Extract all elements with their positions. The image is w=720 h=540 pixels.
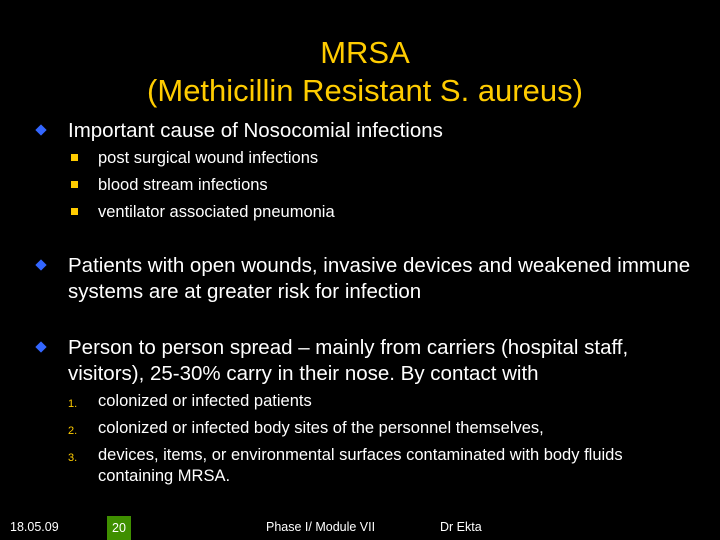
infection-types-list bbox=[30, 148, 700, 223]
bullet-text: Patients with open wounds, invasive devices and weakened immune systems are at greater risk for infection bbox=[68, 254, 691, 303]
list-item bbox=[30, 148, 700, 169]
list-item-text: devices, items, or environmental surfaces contaminated with body fluids containing MRSA. bbox=[98, 446, 623, 485]
square-bullet-icon bbox=[71, 208, 78, 215]
list-item bbox=[30, 175, 700, 196]
list-item bbox=[30, 202, 700, 223]
slide-title bbox=[40, 34, 690, 110]
bullet-risk-patients bbox=[30, 253, 700, 305]
numbered-item bbox=[30, 418, 700, 439]
square-bullet-icon bbox=[71, 154, 78, 161]
square-bullet-icon bbox=[71, 181, 78, 188]
list-item-text: ventilator associated pneumonia bbox=[98, 203, 335, 221]
footer-date: 18.05.09 bbox=[10, 520, 59, 534]
slide-footer bbox=[0, 514, 720, 540]
bullet-text: Person to person spread – mainly from carriers (hospital staff, visitors), 25-30% carry in their nose. By contact with bbox=[68, 336, 629, 385]
bullet-nosocomial bbox=[30, 118, 700, 144]
footer-module: Phase I/ Module VII bbox=[266, 520, 376, 534]
diamond-bullet-icon bbox=[36, 260, 47, 271]
footer-author: Dr Ekta bbox=[440, 520, 482, 534]
numbered-item bbox=[30, 391, 700, 412]
bullet-text: Important cause of Nosocomial infections bbox=[68, 119, 443, 142]
item-number: 2. bbox=[68, 425, 78, 437]
item-number: 3. bbox=[68, 452, 78, 464]
spacer bbox=[30, 305, 700, 335]
bullet-person-to-person bbox=[30, 335, 700, 387]
slide-body bbox=[30, 118, 700, 493]
diamond-bullet-icon bbox=[36, 125, 47, 136]
title-line-1: MRSA bbox=[320, 35, 410, 70]
title-line-2: (Methicillin Resistant S. aureus) bbox=[147, 73, 583, 108]
spacer bbox=[30, 229, 700, 253]
item-number: 1. bbox=[68, 398, 78, 410]
page-number-badge: 20 bbox=[107, 516, 131, 540]
contact-sources-list bbox=[30, 391, 700, 487]
diamond-bullet-icon bbox=[36, 342, 47, 353]
list-item-text: colonized or infected patients bbox=[98, 392, 312, 410]
list-item-text: post surgical wound infections bbox=[98, 149, 319, 167]
list-item-text: blood stream infections bbox=[98, 176, 268, 194]
numbered-item bbox=[30, 445, 700, 487]
list-item-text: colonized or infected body sites of the personnel themselves, bbox=[98, 419, 544, 437]
